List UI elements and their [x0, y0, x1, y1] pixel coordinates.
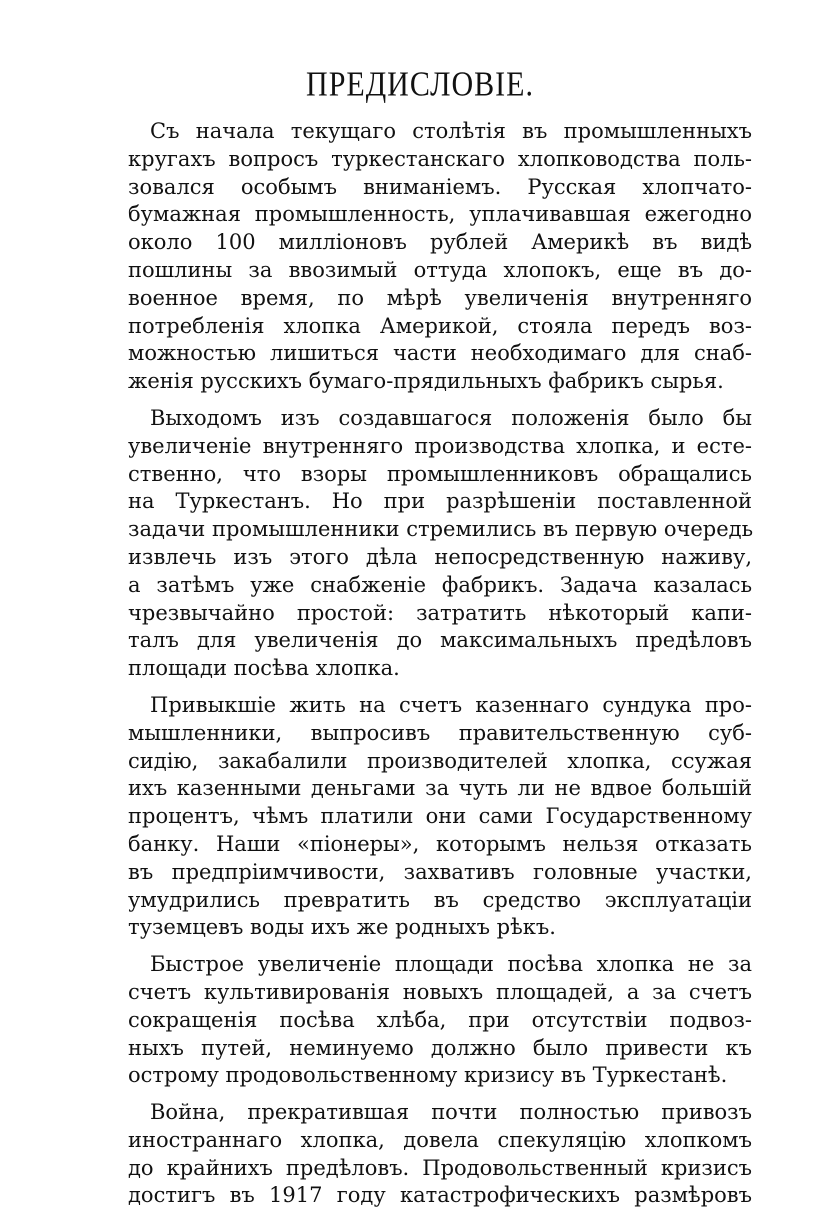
paragraph [128, 692, 752, 942]
text-line: мышленники, выпросивъ правительственную суб- [128, 720, 752, 745]
text-line: извлечь изъ этого дѣла непосредственную наживу, [128, 544, 752, 569]
text-line: талъ для увеличенія до максимальныхъ предѣловъ [128, 628, 752, 653]
text-line: достигъ въ 1917 году катастрофическихъ размѣровъ [128, 1183, 752, 1208]
text-line: можностью лишиться части необходимаго для снаб- [128, 341, 752, 366]
text-line: площади посѣва хлопка. [128, 656, 400, 681]
text-line: на Туркестанъ. Но при разрѣшеніи поставленной [128, 489, 752, 514]
paragraph [128, 1099, 752, 1210]
text-line: острому продовольственному кризису въ Туркестанѣ. [128, 1063, 728, 1088]
text-line: процентъ, чѣмъ платили они сами Государственному [128, 804, 752, 829]
text-line: потребленія хлопка Америкой, стояла передъ воз- [128, 313, 752, 338]
text-line: чрезвычайно простой: затратить нѣкоторый капи- [128, 600, 752, 625]
text-body [128, 118, 752, 1210]
text-line: женія русскихъ бумаго-прядильныхъ фабрикъ сырья. [128, 369, 724, 394]
paragraph-gap [128, 396, 752, 405]
text-line: туземцевъ воды ихъ же родныхъ рѣкъ. [128, 915, 556, 940]
text-line: пошлины за ввозимый оттуда хлопокъ, еще въ до- [128, 257, 752, 282]
paragraph-gap [128, 942, 752, 951]
text-line: кругахъ вопросъ туркестанскаго хлопководства поль- [128, 146, 752, 171]
text-line: Привыкшіе жить на счетъ казеннаго сундука про- [150, 692, 752, 717]
text-line: Быстрое увеличеніе площади посѣва хлопка не за [150, 952, 752, 977]
paragraph [128, 951, 752, 1090]
text-line: ственно, что взоры промышленниковъ обращались [128, 461, 752, 486]
text-line: сидію, закабалили производителей хлопка, ссужая [128, 748, 752, 773]
text-line: иностраннаго хлопка, довела спекуляцію хлопкомъ [128, 1127, 752, 1152]
text-line: военное время, по мѣрѣ увеличенія внутренняго [128, 285, 752, 310]
paragraph-gap [128, 683, 752, 692]
text-line: бумажная промышленность, уплачивавшая ежегодно [128, 202, 752, 227]
page-title: ПРЕДИСЛОВІЕ. [306, 65, 534, 104]
text-line: ныхъ путей, неминуемо должно было привести къ [128, 1035, 752, 1060]
text-line: банку. Наши «піонеры», которымъ нельзя отказать [128, 831, 752, 856]
text-line: Съ начала текущаго столѣтія въ промышленныхъ [150, 119, 752, 143]
text-line: Выходомъ изъ создавшагося положенія было бы [150, 405, 752, 430]
text-line: увеличеніе внутренняго производства хлопка, и есте- [128, 433, 752, 458]
text-line: до крайнихъ предѣловъ. Продовольственный кризисъ [128, 1155, 752, 1180]
paragraph [128, 405, 752, 683]
text-line: счетъ культивированія новыхъ площадей, а за счетъ [128, 979, 752, 1004]
text-line: умудрились превратить въ средство эксплуатаціи [128, 887, 752, 912]
paragraph-gap [128, 1090, 752, 1099]
text-line: сокращенія посѣва хлѣба, при отсутствіи подвоз- [128, 1007, 752, 1032]
text-line: зовался особымъ вниманіемъ. Русская хлопчато- [128, 174, 752, 199]
text-line: въ предпріимчивости, захвативъ головные участки, [128, 859, 752, 884]
paragraph [128, 118, 752, 396]
text-line: около 100 милліоновъ рублей Америкѣ въ видѣ [128, 230, 752, 255]
text-line: а затѣмъ уже снабженіе фабрикъ. Задача казалась [128, 572, 752, 597]
text-line: Война, прекратившая почти полностью привозъ [150, 1100, 752, 1125]
text-line: ихъ казенными деньгами за чуть ли не вдвое большій [128, 776, 752, 801]
text-line: задачи промышленники стремились въ первую очередь [128, 517, 754, 542]
